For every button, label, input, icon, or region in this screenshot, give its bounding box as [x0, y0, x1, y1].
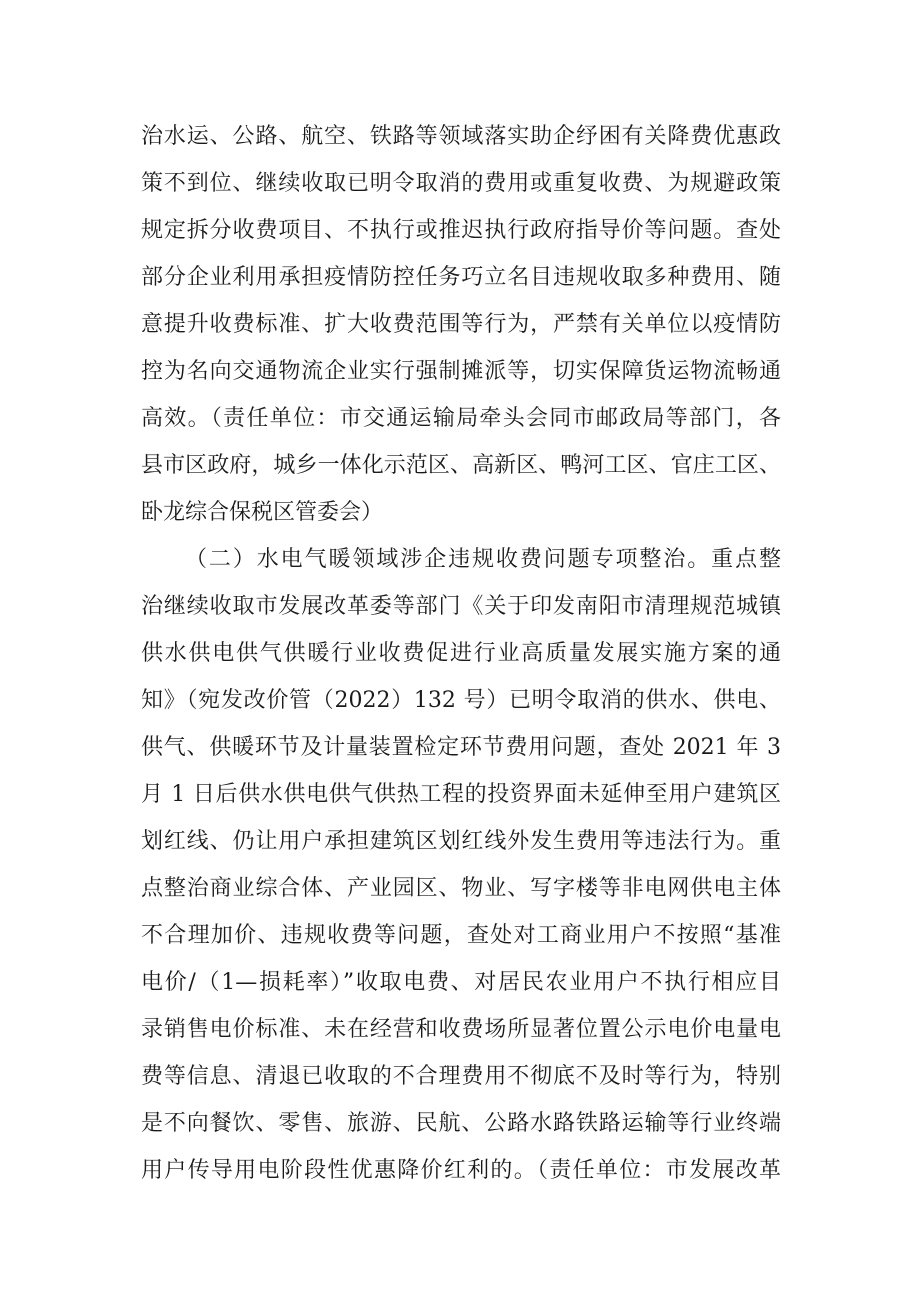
body-text-line: 意提升收费标准、扩大收费范围等行为，严禁有关单位以疫情防: [141, 312, 781, 337]
body-text-line: 治继续收取市发展改革委等部门《关于印发南阳市清理规范城镇: [141, 594, 781, 619]
body-text-line: 治水运、公路、航空、铁路等领域落实助企纾困有关降费优惠政: [141, 124, 781, 149]
body-text-line: 是不向餐饮、零售、旅游、民航、公路水路铁路运输等行业终端: [141, 1111, 781, 1136]
body-text-line: 规定拆分收费项目、不执行或推迟执行政府指导价等问题。查处: [141, 218, 781, 243]
body-text-line: 划红线、仍让用户承担建筑区划红线外发生费用等违法行为。重: [141, 829, 781, 854]
body-text-line: 用户传导用电阶段性优惠降价红利的。（责任单位：市发展改革: [141, 1158, 781, 1183]
body-text-line: 录销售电价标准、未在经营和收费场所显著位置公示电价电量电: [141, 1017, 781, 1042]
body-text-line: 策不到位、继续收取已明令取消的费用或重复收费、为规避政策: [141, 171, 781, 196]
body-text-line: 控为名向交通物流企业实行强制摊派等，切实保障货运物流畅通: [141, 359, 781, 384]
section-heading-line: （二）水电气暖领域涉企违规收费问题专项整治。重点整: [185, 547, 781, 572]
body-text-line: 点整治商业综合体、产业园区、物业、写字楼等非电网供电主体: [141, 876, 781, 901]
body-text-line: 月 1 日后供水供电供气供热工程的投资界面未延伸至用户建筑区: [141, 782, 781, 807]
body-text-line: 供气、供暖环节及计量装置检定环节费用问题，查处 2021 年 3: [141, 735, 781, 760]
body-text-line: 部分企业利用承担疫情防控任务巧立名目违规收取多种费用、随: [141, 265, 781, 290]
body-text-line: 费等信息、清退已收取的不合理费用不彻底不及时等行为，特别: [141, 1064, 781, 1089]
body-text-line: 高效。（责任单位：市交通运输局牵头会同市邮政局等部门，各: [141, 406, 781, 431]
body-text-line: 知》（宛发改价管（2022）132 号）已明令取消的供水、供电、: [141, 688, 781, 713]
body-text-line: 卧龙综合保税区管委会）: [141, 500, 384, 525]
body-text-line: 供水供电供气供暖行业收费促进行业高质量发展实施方案的通: [141, 641, 781, 666]
body-text-line: 县市区政府，城乡一体化示范区、高新区、鸭河工区、官庄工区、: [141, 453, 781, 478]
body-text-line: 不合理加价、违规收费等问题，查处对工商业用户不按照“基准: [141, 923, 781, 948]
body-text-line: 电价/（1—损耗率）”收取电费、对居民农业用户不执行相应目: [141, 970, 781, 995]
